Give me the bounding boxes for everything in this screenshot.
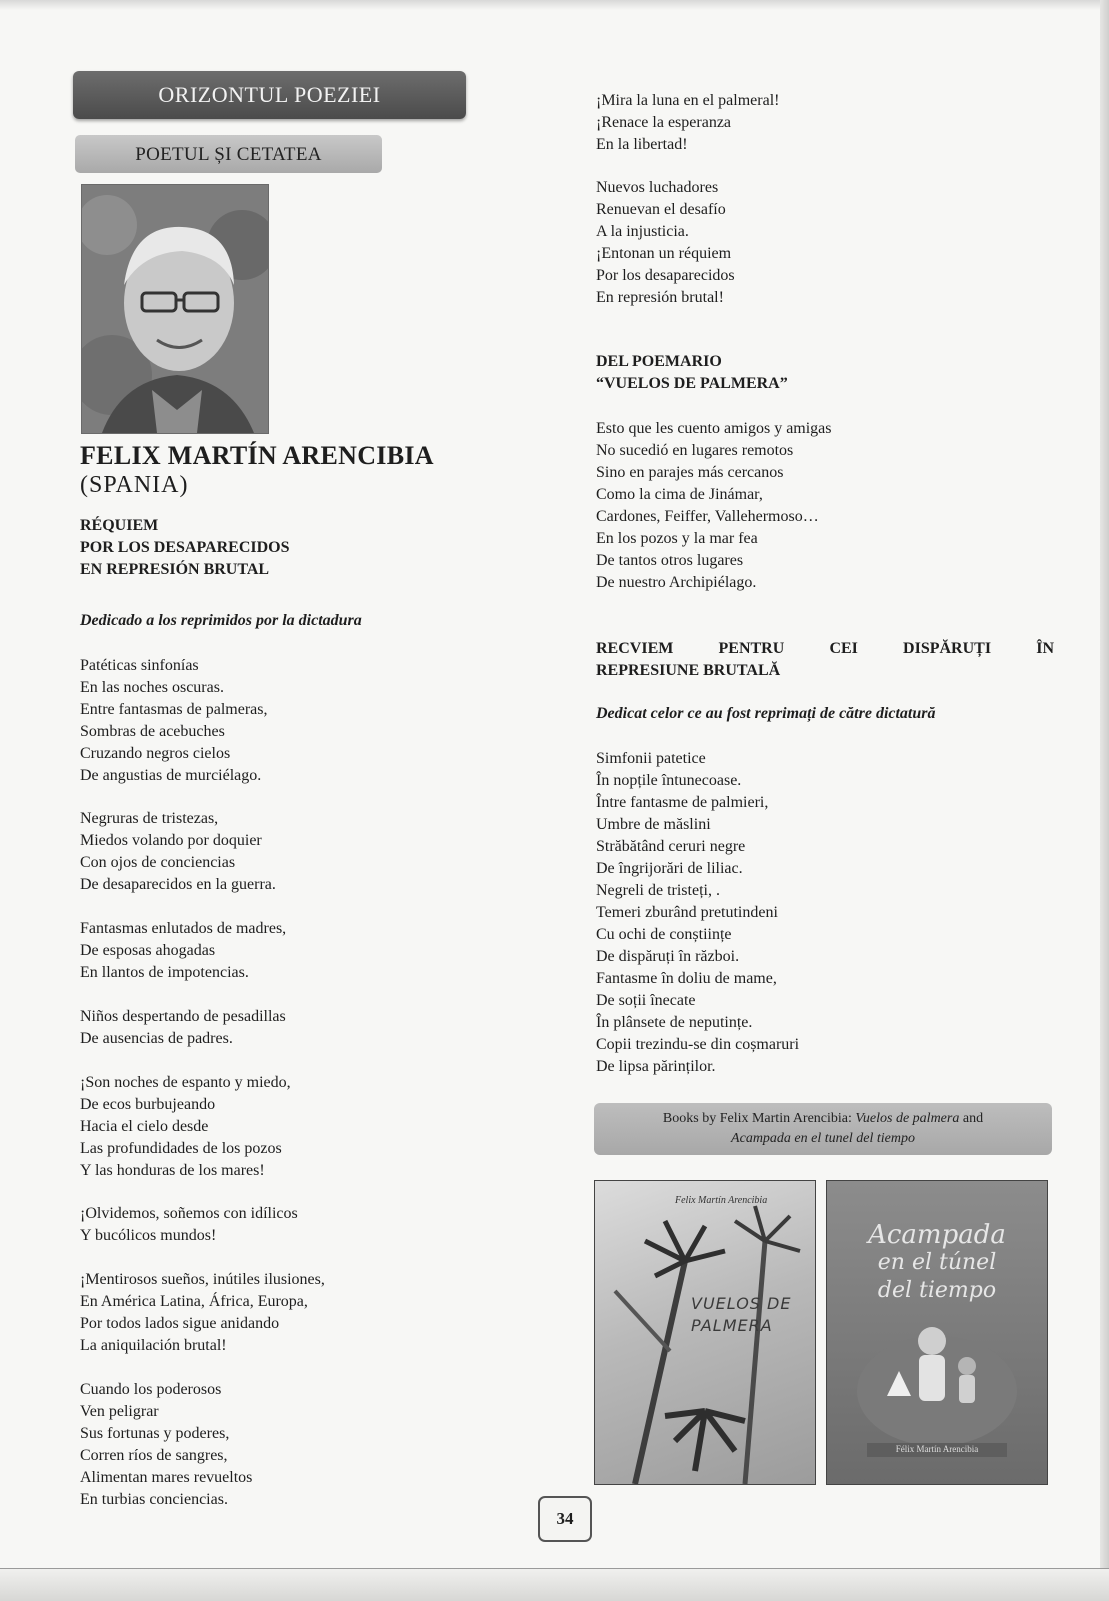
cover2-title — [827, 1221, 1047, 1305]
cover1-author: Felix Martín Arencibia — [675, 1195, 768, 1206]
author-portrait-illustration — [82, 185, 268, 433]
verse-line: Fantasme în doliu de mame, — [596, 970, 777, 987]
cover1-title-line: VUELOS DE — [691, 1294, 792, 1313]
verse-line: Corren ríos de sangres, — [80, 1447, 228, 1464]
page-top-shadow — [0, 0, 1109, 10]
verse-line: En turbias conciencias. — [80, 1491, 228, 1508]
book-cover-acampada — [826, 1180, 1048, 1485]
verse-line: Niños despertando de pesadillas — [80, 1008, 286, 1025]
poem-es-stanza-2 — [80, 808, 276, 896]
verse-line: Patéticas sinfonías — [80, 657, 199, 674]
page-right-edge — [1100, 0, 1109, 1600]
verse-line: Între fantasme de palmieri, — [596, 794, 769, 811]
cover2-title-line: del tiempo — [877, 1278, 997, 1303]
verse-line: Alimentan mares revueltos — [80, 1469, 253, 1486]
verse-line: De lipsa părinților. — [596, 1058, 716, 1075]
cover1-title-line: PALMERA — [691, 1316, 773, 1335]
verse-line: A la injusticia. — [596, 223, 689, 240]
verse-line: Sus fortunas y poderes, — [80, 1425, 230, 1442]
poem-es-title — [80, 515, 290, 581]
verse-line: Nuevos luchadores — [596, 179, 719, 196]
poem-ro-dedication: Dedicat celor ce au fost reprimați de către dictatură — [596, 705, 936, 722]
verse-line: Las profundidades de los pozos — [80, 1140, 282, 1157]
verse-line: En los pozos y la mar fea — [596, 530, 758, 547]
verse-line: De angustias de murciélago. — [80, 767, 262, 784]
cover2-title-line: Acampada — [868, 1220, 1006, 1250]
verse-line: Por los desaparecidos — [596, 267, 735, 284]
poem-es-stanza-9 — [596, 90, 779, 156]
poem-ro-title-word: DISPĂRUȚI — [903, 640, 992, 657]
verse-line: Fantasmas enlutados de madres, — [80, 920, 287, 937]
subsection-title: POETUL ȘI CETATEA — [135, 144, 322, 165]
poem-es-dedication: Dedicado a los reprimidos por la dictadura — [80, 612, 362, 629]
verse-line: ¡Entonan un réquiem — [596, 245, 732, 262]
verse-line: Cruzando negros cielos — [80, 745, 231, 762]
author-name: FELIX MARTÍN ARENCIBIA — [80, 441, 434, 470]
verse-line: Sino en parajes más cercanos — [596, 464, 784, 481]
verse-line: Temeri zburând pretutindeni — [596, 904, 778, 921]
author-country: (SPANIA) — [80, 472, 189, 498]
subsection-banner — [75, 135, 382, 173]
poem-es-title-line: POR LOS DESAPARECIDOS — [80, 539, 290, 556]
verse-line: Sombras de acebuches — [80, 723, 225, 740]
verse-line: Negreli de tristeți, . — [596, 882, 720, 899]
poem-ro-title-word: CEI — [829, 640, 858, 657]
verse-line: De esposas ahogadas — [80, 942, 216, 959]
poem-ro-title — [596, 638, 1054, 682]
verse-line: ¡Mentirosos sueños, inútiles ilusiones, — [80, 1271, 325, 1288]
verse-line: Hacia el cielo desde — [80, 1118, 209, 1135]
verse-line: Negruras de tristezas, — [80, 810, 219, 827]
verse-line: De tantos otros lugares — [596, 552, 744, 569]
verse-line: Por todos lados sigue anidando — [80, 1315, 280, 1332]
verse-line: De îngrijorări de liliac. — [596, 860, 743, 877]
verse-line: En llantos de impotencias. — [80, 964, 249, 981]
cover2-title-line: en el túnel — [877, 1250, 997, 1275]
verse-line: De ecos burbujeando — [80, 1096, 216, 1113]
verse-line: În nopțile întunecoase. — [596, 772, 742, 789]
verse-line: De desaparecidos en la guerra. — [80, 876, 276, 893]
verse-line: No sucedió en lugares remotos — [596, 442, 794, 459]
poem-es-stanza-6 — [80, 1203, 298, 1247]
cover1-title — [691, 1293, 791, 1337]
verse-line: Y bucólicos mundos! — [80, 1227, 217, 1244]
poem-ro-title-word: RECVIEM — [596, 640, 674, 657]
poem-ro-stanza — [596, 748, 799, 1078]
verse-line: Renuevan el desafío — [596, 201, 726, 218]
verse-line: Con ojos de conciencias — [80, 854, 236, 871]
poem-es-stanza-3 — [80, 918, 286, 984]
poemario-stanza — [596, 418, 832, 594]
poem-es-stanza-8 — [80, 1379, 252, 1511]
poemario-title-line: DEL POEMARIO — [596, 353, 722, 370]
verse-line: În plânsete de neputințe. — [596, 1014, 753, 1031]
verse-line: En las noches oscuras. — [80, 679, 224, 696]
verse-line: Entre fantasmas de palmeras, — [80, 701, 268, 718]
poem-ro-title-line-1 — [596, 638, 1054, 660]
author-photo — [81, 184, 269, 434]
verse-line: Y las honduras de los mares! — [80, 1162, 265, 1179]
poem-es-stanza-5 — [80, 1072, 291, 1182]
poem-ro-title-word: PENTRU — [718, 640, 785, 657]
verse-line: De soții înecate — [596, 992, 696, 1009]
verse-line: En la libertad! — [596, 136, 688, 153]
verse-line: En América Latina, África, Europa, — [80, 1293, 308, 1310]
verse-line: En represión brutal! — [596, 289, 724, 306]
poem-ro-title-line-2: REPRESIUNE BRUTALĂ — [596, 662, 781, 679]
verse-line: Ven peligrar — [80, 1403, 159, 1420]
section-banner — [73, 71, 466, 119]
verse-line: ¡Olvidemos, soñemos con idílicos — [80, 1205, 298, 1222]
poemario-title-line: “VUELOS DE PALMERA” — [596, 375, 788, 392]
book1-title: Vuelos de palmera — [855, 1111, 960, 1126]
verse-line: Umbre de măslini — [596, 816, 711, 833]
book-cover-vuelos-de-palmera — [594, 1180, 816, 1485]
verse-line: Esto que les cuento amigos y amigas — [596, 420, 832, 437]
poem-es-stanza-7 — [80, 1269, 325, 1357]
verse-line: Miedos volando por doquier — [80, 832, 262, 849]
verse-line: ¡Renace la esperanza — [596, 114, 732, 131]
cover2-author: Félix Martín Arencibia — [895, 1444, 979, 1454]
poemario-title — [596, 351, 788, 395]
books-caption — [594, 1103, 1052, 1155]
poem-es-stanza-4 — [80, 1006, 286, 1050]
book2-title: Acampada en el tunel del tiempo — [731, 1131, 915, 1146]
page-number: 34 — [538, 1496, 592, 1542]
verse-line: ¡Mira la luna en el palmeral! — [596, 92, 780, 109]
verse-line: De nuestro Archipiélago. — [596, 574, 757, 591]
verse-line: ¡Son noches de espanto y miedo, — [80, 1074, 291, 1091]
verse-line: Cardones, Feiffer, Vallehermoso… — [596, 508, 819, 525]
verse-line: Cuando los poderosos — [80, 1381, 222, 1398]
verse-line: La aniquilación brutal! — [80, 1337, 227, 1354]
poem-es-title-line: EN REPRESIÓN BRUTAL — [80, 561, 270, 578]
poem-ro-title-word: ÎN — [1036, 640, 1054, 657]
page-bottom-edge — [0, 1568, 1109, 1601]
poem-es-stanza-1 — [80, 655, 267, 787]
section-title: ORIZONTUL POEZIEI — [158, 82, 381, 107]
verse-line: Copii trezindu-se din coșmaruri — [596, 1036, 800, 1053]
verse-line: Străbătând ceruri negre — [596, 838, 746, 855]
books-caption-mid: and — [959, 1111, 984, 1126]
verse-line: Como la cima de Jinámar, — [596, 486, 763, 503]
verse-line: De ausencias de padres. — [80, 1030, 233, 1047]
verse-line: Simfonii patetice — [596, 750, 706, 767]
poem-es-stanza-10 — [596, 177, 735, 309]
verse-line: De dispăruți în război. — [596, 948, 740, 965]
verse-line: Cu ochi de conștiințe — [596, 926, 732, 943]
poem-es-title-line: RÉQUIEM — [80, 517, 159, 534]
books-caption-prefix: Books by Felix Martin Arencibia: — [662, 1111, 856, 1126]
